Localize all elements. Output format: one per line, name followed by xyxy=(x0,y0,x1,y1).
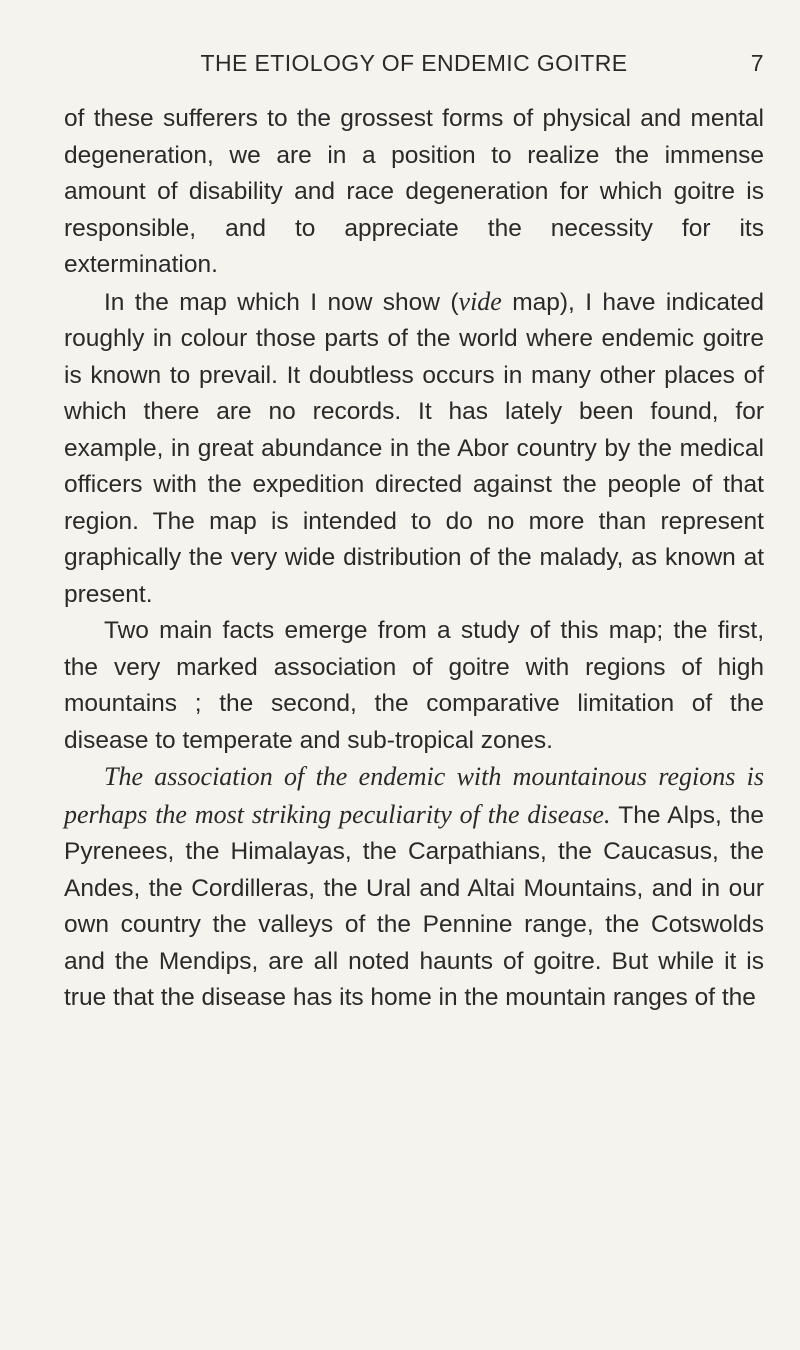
vide-italic: vide xyxy=(458,286,502,316)
italic-statement: The association of the endemic with mountainous regions is perhaps the most striking peculiarity of the disease. xyxy=(64,762,764,829)
running-title: THE ETIOLOGY OF ENDEMIC GOITRE xyxy=(200,50,628,76)
body-text xyxy=(64,101,764,1017)
paragraph-2-start: In the map which I now show ( xyxy=(104,288,459,316)
running-head xyxy=(64,50,764,86)
paragraph-2-rest: map), I have indicated roughly in colour those parts of the world where endemic goitre is known to prevail. It doubtless occurs in many other places of which there are no records. It has lately been found, for example, in great abundance in the Abor country by the medical officers with the expedition directed against the people of that region. The map is intended to do no more than represent graphically the very wide distribution of the malady, as known at present. xyxy=(64,288,765,608)
paragraph-3: Two main facts emerge from a study of this map; the first, the very marked association of goitre with regions of high mountains ; the second, the comparative limitation of the disease to temperate and sub-tropical zones. xyxy=(64,617,764,754)
paragraph-4-rest: The Alps, the Pyrenees, the Himalayas, the Carpathians, the Caucasus, the Andes, the Cordilleras, the Ural and Altai Mountains, and in our own country the valleys of the Pennine range, the Cotswolds and the Mendips, are all noted haunts of goitre. But while it is true that the disease has its home in the mountain ranges of the xyxy=(64,801,765,1011)
page-number: 7 xyxy=(750,50,764,76)
paragraph-1: of these sufferers to the grossest forms of physical and mental degeneration, we are in a position to realize the immense amount of disability and race degeneration for which goitre is responsible, and to appreciate the necessity for its extermination. xyxy=(64,105,764,278)
paragraph-2 xyxy=(64,284,764,614)
paragraph-4 xyxy=(64,759,764,1017)
